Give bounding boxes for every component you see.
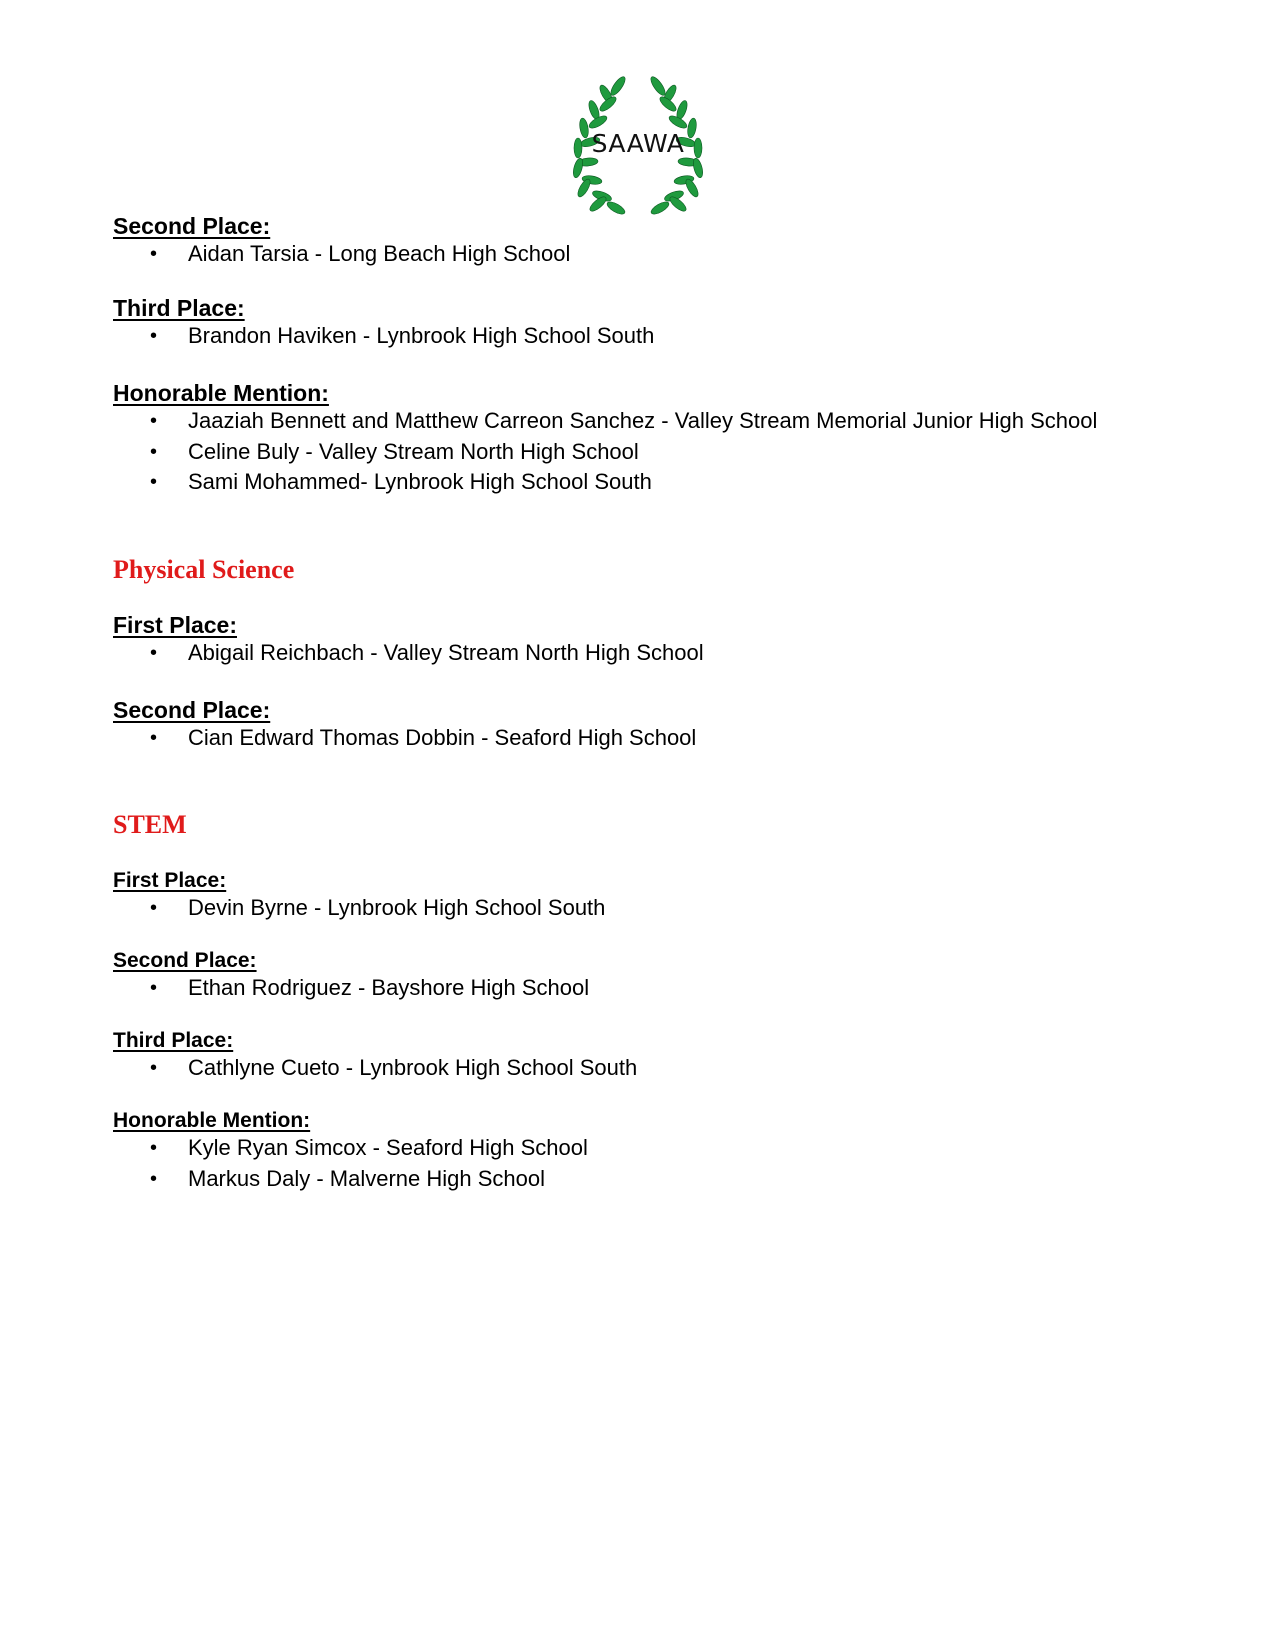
bullet-icon: •: [150, 977, 158, 999]
bullet-icon: •: [150, 1137, 158, 1159]
award-heading: Second Place:: [113, 949, 257, 972]
svg-text:SAAWA: SAAWA: [591, 129, 685, 158]
award-recipient: Abigail Reichbach - Valley Stream North High School: [188, 640, 704, 665]
award-heading: First Place:: [113, 869, 227, 892]
award-heading: Third Place:: [113, 295, 245, 321]
award-heading: Second Place:: [113, 697, 271, 723]
award-recipient: Celine Buly - Valley Stream North High School: [188, 439, 639, 464]
award-recipient: Sami Mohammed- Lynbrook High School South: [188, 469, 652, 494]
award-recipient: Aidan Tarsia - Long Beach High School: [188, 241, 571, 266]
award-recipient: Kyle Ryan Simcox - Seaford High School: [188, 1135, 588, 1160]
section-title: Physical Science: [113, 555, 295, 584]
saawa-logo: [568, 72, 708, 220]
bullet-icon: •: [150, 325, 158, 347]
award-recipient: Brandon Haviken - Lynbrook High School South: [188, 323, 655, 348]
bullet-icon: •: [150, 441, 158, 463]
award-recipient: Markus Daly - Malverne High School: [188, 1166, 546, 1191]
award-recipient: Devin Byrne - Lynbrook High School South: [188, 895, 606, 920]
award-recipient: Cathlyne Cueto - Lynbrook High School South: [188, 1055, 638, 1080]
bullet-icon: •: [150, 897, 158, 919]
award-heading: Honorable Mention:: [113, 1109, 311, 1132]
bullet-icon: •: [150, 243, 158, 265]
award-recipient: Jaaziah Bennett and Matthew Carreon Sanchez - Valley Stream Memorial Junior High School: [188, 408, 1098, 433]
award-heading: Honorable Mention:: [113, 380, 329, 406]
award-heading: Second Place:: [113, 213, 271, 239]
bullet-icon: •: [150, 471, 158, 493]
bullet-icon: •: [150, 1057, 158, 1079]
bullet-icon: •: [150, 1168, 158, 1190]
award-heading: Third Place:: [113, 1029, 234, 1052]
bullet-icon: •: [150, 642, 158, 664]
award-heading: First Place:: [113, 612, 237, 638]
award-recipient: Ethan Rodriguez - Bayshore High School: [188, 975, 590, 1000]
award-recipient: Cian Edward Thomas Dobbin - Seaford High School: [188, 725, 697, 750]
section-title: STEM: [113, 810, 187, 839]
bullet-icon: •: [150, 727, 158, 749]
bullet-icon: •: [150, 410, 158, 432]
